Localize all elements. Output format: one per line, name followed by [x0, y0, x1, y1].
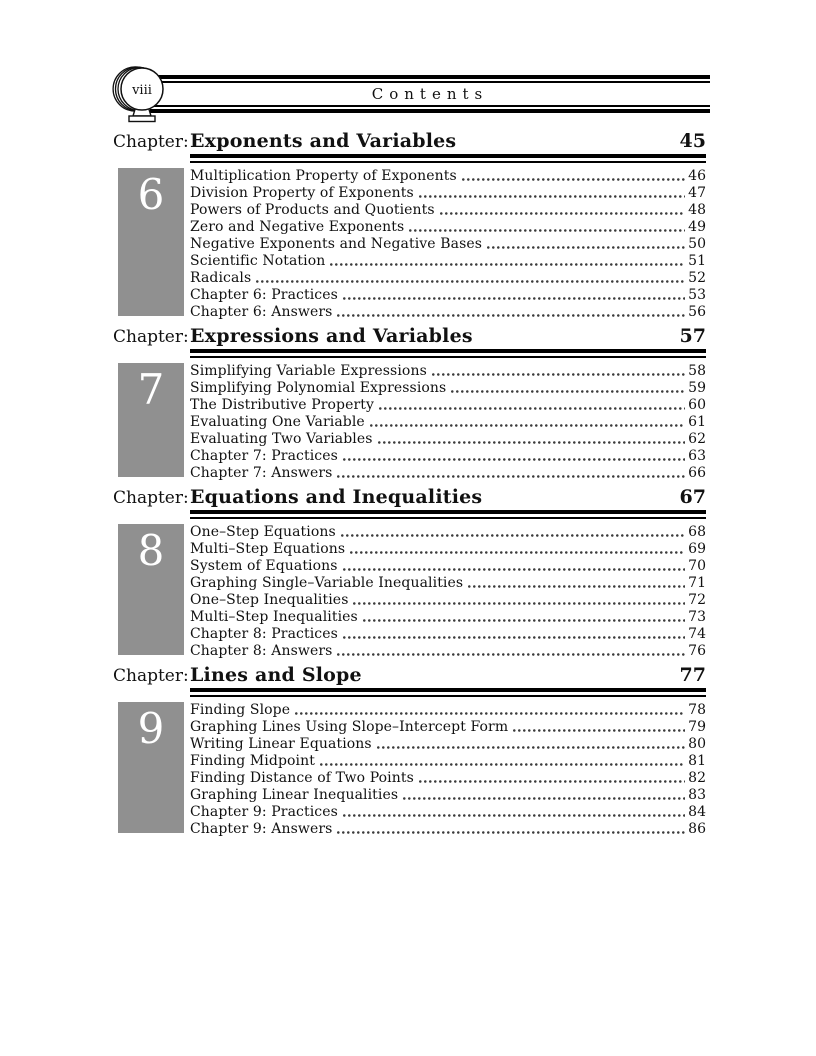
toc-entry	[190, 379, 706, 396]
toc-entry-page: 69	[688, 541, 706, 557]
toc-leader-dots	[419, 195, 685, 198]
toc-entry-page: 68	[688, 524, 706, 540]
toc-entry-title: Chapter 7: Answers	[190, 465, 333, 481]
toc-leader-dots	[363, 619, 685, 622]
toc-entry-title: Radicals	[190, 270, 252, 286]
toc-entries	[190, 522, 706, 659]
toc-leader-dots	[353, 602, 685, 605]
toc-leader-dots	[343, 636, 685, 639]
toc-entry	[190, 557, 706, 574]
toc-entry	[190, 362, 706, 379]
toc-leader-dots	[341, 534, 685, 537]
toc-entry	[190, 396, 706, 413]
toc-entry	[190, 701, 706, 718]
toc-leader-dots	[343, 297, 685, 300]
page-number-roman: viii	[132, 83, 152, 98]
toc-entry	[190, 286, 706, 303]
toc-entry-title: Powers of Products and Quotients	[190, 202, 435, 218]
toc-entry-title: Finding Slope	[190, 702, 291, 718]
toc-entry-page: 70	[688, 558, 706, 574]
toc-entry	[190, 184, 706, 201]
band-rule-top-thick	[150, 75, 710, 79]
toc-entry-page: 80	[688, 736, 706, 752]
toc-entry	[190, 218, 706, 235]
toc-entry-title: One–Step Inequalities	[190, 592, 349, 608]
toc-entry	[190, 803, 706, 820]
toc-entry-title: Writing Linear Equations	[190, 736, 372, 752]
chapter-title-rule	[190, 154, 706, 163]
toc-entry-title: Chapter 8: Answers	[190, 643, 333, 659]
toc-entry	[190, 642, 706, 659]
toc-entry	[190, 252, 706, 269]
chapter-title: Expressions and Variables	[190, 325, 473, 347]
toc-leader-dots	[432, 373, 685, 376]
toc-entry-title: Evaluating Two Variables	[190, 431, 373, 447]
toc-entry-page: 78	[688, 702, 706, 718]
chapter-section	[113, 130, 706, 320]
toc-entry	[190, 235, 706, 252]
toc-leader-dots	[337, 653, 685, 656]
toc-entry-title: Multi–Step Inequalities	[190, 609, 358, 625]
chapter-number: 6	[137, 170, 165, 219]
chapter-page-number: 77	[679, 664, 706, 686]
toc-entry-page: 72	[688, 592, 706, 608]
toc-entries	[190, 700, 706, 837]
toc-entry-title: One–Step Equations	[190, 524, 336, 540]
chapter-section	[113, 325, 706, 481]
chapter-section	[113, 664, 706, 837]
toc-entry-page: 47	[688, 185, 706, 201]
chapter-number: 9	[137, 704, 165, 753]
chapter-page-number: 67	[679, 486, 706, 508]
toc-leader-dots	[462, 178, 685, 181]
toc-entry	[190, 735, 706, 752]
toc-entries	[190, 166, 706, 320]
toc-entry	[190, 447, 706, 464]
chapter-page-number: 57	[679, 325, 706, 347]
toc-leader-dots	[378, 441, 685, 444]
toc-leader-dots	[256, 280, 685, 283]
chapter-title: Exponents and Variables	[190, 130, 457, 152]
chapters-container	[113, 130, 706, 842]
toc-entry	[190, 464, 706, 481]
toc-entry-title: Chapter 9: Answers	[190, 821, 333, 837]
toc-entry	[190, 430, 706, 447]
toc-leader-dots	[337, 475, 685, 478]
toc-entry	[190, 303, 706, 320]
toc-entry-page: 84	[688, 804, 706, 820]
toc-entry-page: 71	[688, 575, 706, 591]
toc-leader-dots	[468, 585, 685, 588]
toc-entry	[190, 591, 706, 608]
toc-entry-page: 82	[688, 770, 706, 786]
globe-icon	[112, 63, 168, 129]
toc-entry-page: 48	[688, 202, 706, 218]
toc-leader-dots	[440, 212, 685, 215]
toc-entry-page: 81	[688, 753, 706, 769]
toc-entry-title: Chapter 9: Practices	[190, 804, 338, 820]
toc-entry-page: 56	[688, 304, 706, 320]
toc-leader-dots	[370, 424, 685, 427]
toc-entry	[190, 786, 706, 803]
toc-entry-title: Simplifying Variable Expressions	[190, 363, 427, 379]
toc-entry-title: Division Property of Exponents	[190, 185, 414, 201]
toc-leader-dots	[419, 780, 685, 783]
toc-entry-title: The Distributive Property	[190, 397, 375, 413]
toc-entry-title: Chapter 6: Answers	[190, 304, 333, 320]
toc-leader-dots	[377, 746, 685, 749]
toc-entry-title: Graphing Lines Using Slope–Intercept Form	[190, 719, 509, 735]
chapter-number-box	[118, 524, 184, 655]
toc-entry-title: Evaluating One Variable	[190, 414, 365, 430]
toc-leader-dots	[343, 568, 685, 571]
toc-entry-page: 49	[688, 219, 706, 235]
toc-entry-title: Chapter 7: Practices	[190, 448, 338, 464]
toc-entry-title: Negative Exponents and Negative Bases	[190, 236, 483, 252]
toc-entry	[190, 201, 706, 218]
chapter-label: Chapter:	[113, 327, 189, 347]
chapter-title-rule	[190, 349, 706, 358]
toc-entry-title: Chapter 6: Practices	[190, 287, 338, 303]
toc-entry-title: Zero and Negative Exponents	[190, 219, 405, 235]
toc-entry-page: 66	[688, 465, 706, 481]
toc-entry-page: 53	[688, 287, 706, 303]
toc-entry	[190, 540, 706, 557]
toc-entry-title: Finding Midpoint	[190, 753, 315, 769]
toc-leader-dots	[337, 314, 685, 317]
contents-title: Contents	[371, 85, 489, 103]
toc-entry-page: 46	[688, 168, 706, 184]
toc-leader-dots	[350, 551, 685, 554]
chapter-number-box	[118, 702, 184, 833]
toc-leader-dots	[409, 229, 685, 232]
toc-leader-dots	[513, 729, 685, 732]
toc-entry	[190, 752, 706, 769]
toc-leader-dots	[343, 458, 685, 461]
toc-leader-dots	[337, 831, 685, 834]
toc-leader-dots	[403, 797, 685, 800]
toc-leader-dots	[295, 712, 685, 715]
chapter-number-box	[118, 363, 184, 477]
band-rule-bottom-thin	[150, 105, 710, 107]
toc-entry-page: 62	[688, 431, 706, 447]
toc-entry-page: 59	[688, 380, 706, 396]
toc-entry	[190, 820, 706, 837]
chapter-title: Lines and Slope	[190, 664, 362, 686]
toc-entry	[190, 167, 706, 184]
chapter-label: Chapter:	[113, 488, 189, 508]
toc-entry-title: Finding Distance of Two Points	[190, 770, 414, 786]
toc-leader-dots	[487, 246, 685, 249]
chapter-label: Chapter:	[113, 132, 189, 152]
toc-entry-title: Simplifying Polynomial Expressions	[190, 380, 447, 396]
toc-entry-title: Chapter 8: Practices	[190, 626, 338, 642]
toc-entry-title: Graphing Single–Variable Inequalities	[190, 575, 464, 591]
toc-leader-dots	[330, 263, 685, 266]
toc-entry	[190, 718, 706, 735]
toc-entry-page: 52	[688, 270, 706, 286]
toc-entry	[190, 574, 706, 591]
toc-entry-title: System of Equations	[190, 558, 338, 574]
toc-entry-title: Graphing Linear Inequalities	[190, 787, 399, 803]
chapter-title-rule	[190, 688, 706, 697]
toc-entry-page: 61	[688, 414, 706, 430]
toc-entry-title: Scientific Notation	[190, 253, 326, 269]
toc-entry-page: 50	[688, 236, 706, 252]
toc-entry-page: 86	[688, 821, 706, 837]
toc-leader-dots	[343, 814, 685, 817]
toc-leader-dots	[320, 763, 685, 766]
chapter-title-rule	[190, 510, 706, 519]
toc-entry-page: 73	[688, 609, 706, 625]
toc-entry	[190, 625, 706, 642]
toc-entry	[190, 413, 706, 430]
chapter-label: Chapter:	[113, 666, 189, 686]
band-rule-bottom-thick	[150, 109, 710, 113]
toc-entry-page: 51	[688, 253, 706, 269]
toc-entry-page: 83	[688, 787, 706, 803]
toc-entry-page: 79	[688, 719, 706, 735]
toc-leader-dots	[379, 407, 685, 410]
toc-entry-page: 74	[688, 626, 706, 642]
toc-entry-title: Multiplication Property of Exponents	[190, 168, 457, 184]
toc-entry-title: Multi–Step Equations	[190, 541, 346, 557]
chapter-page-number: 45	[679, 130, 706, 152]
toc-entries	[190, 361, 706, 481]
toc-entry-page: 63	[688, 448, 706, 464]
chapter-title: Equations and Inequalities	[190, 486, 483, 508]
chapter-number: 7	[137, 365, 165, 414]
toc-entry	[190, 608, 706, 625]
header-band	[150, 75, 710, 113]
chapter-number: 8	[137, 526, 165, 575]
chapter-number-box	[118, 168, 184, 316]
toc-entry	[190, 523, 706, 540]
toc-leader-dots	[451, 390, 685, 393]
toc-entry	[190, 269, 706, 286]
toc-entry-page: 58	[688, 363, 706, 379]
toc-entry	[190, 769, 706, 786]
chapter-section	[113, 486, 706, 659]
toc-entry-page: 60	[688, 397, 706, 413]
toc-entry-page: 76	[688, 643, 706, 659]
